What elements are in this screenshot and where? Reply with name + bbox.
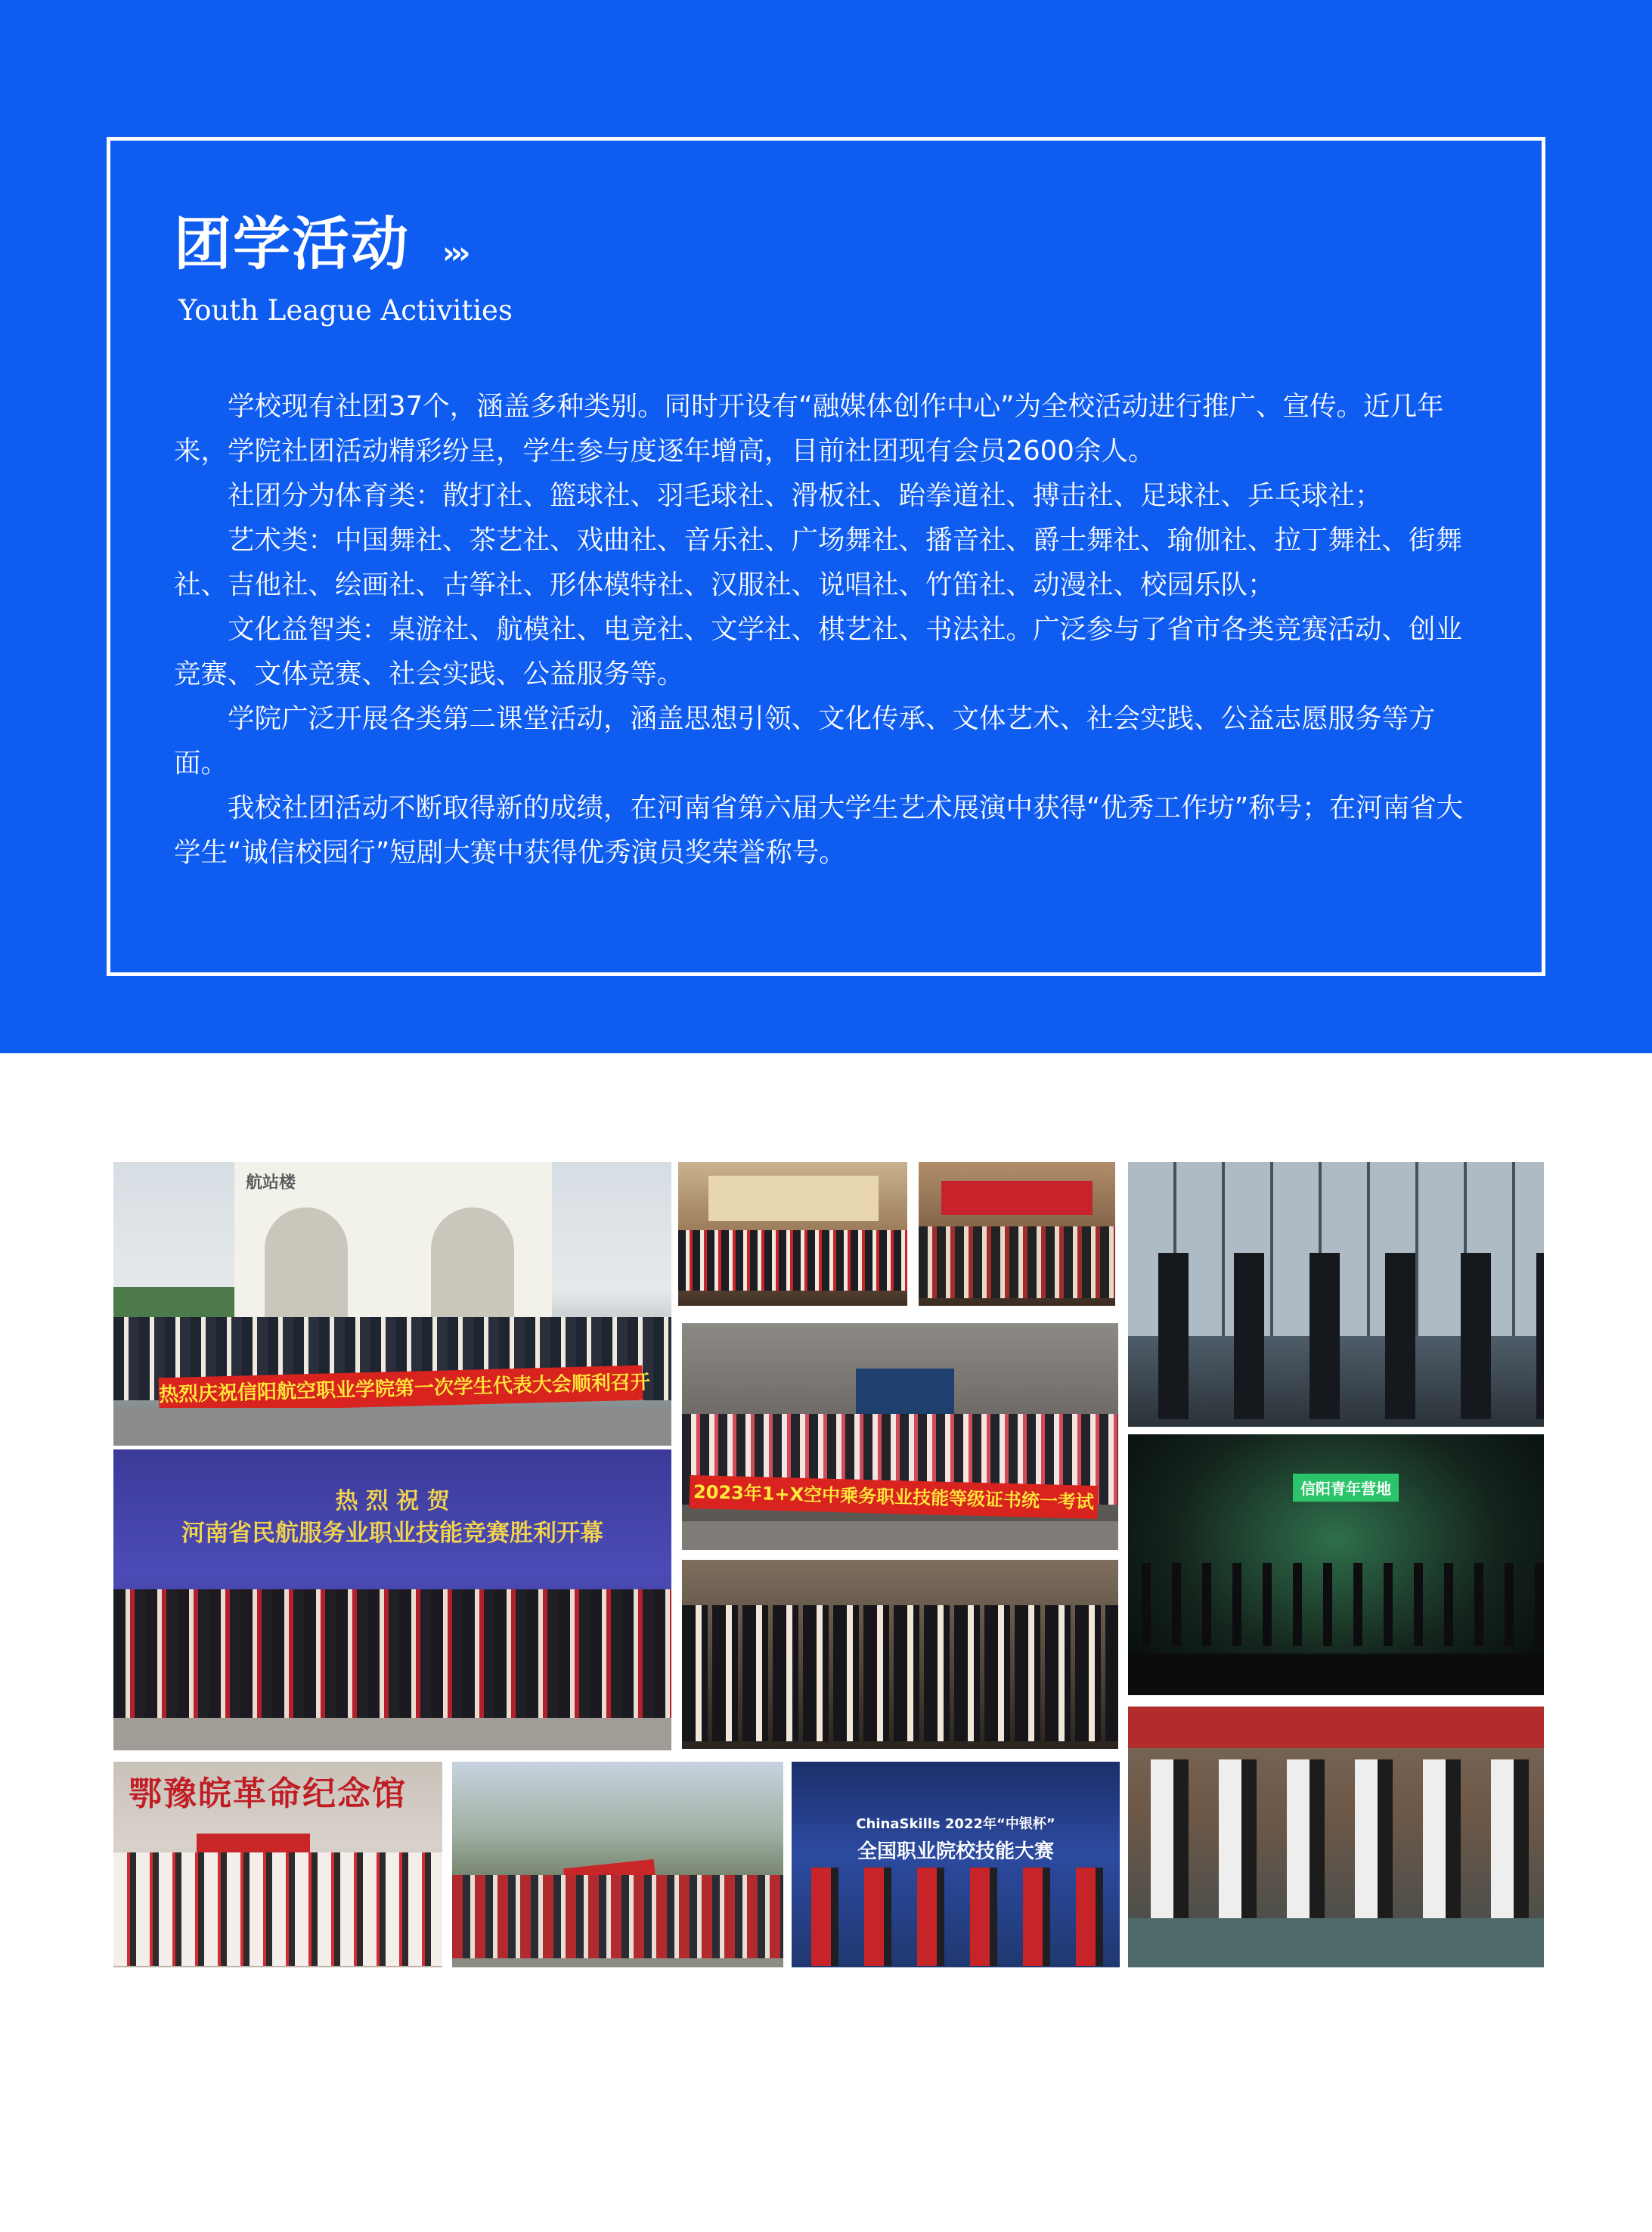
section-subtitle: Youth League Activities [178, 294, 513, 327]
chevron-right-icon: ››› [442, 236, 466, 271]
banner-line-1: 热 烈 祝 贺 [335, 1488, 450, 1514]
photo-memorial-hall [113, 1762, 442, 1967]
paragraph: 我校社团活动不断取得新的成绩，在河南省第六届大学生艺术展演中获得“优秀工作坊”称号；在河南省大学生“诚信校园行”短剧大赛中获得优秀演员奖荣誉称号。 [174, 792, 1464, 868]
photo-uniform-group [1128, 1162, 1544, 1427]
photo-crew-uniform [682, 1560, 1118, 1749]
banner-student-congress: 热烈庆祝信阳航空职业学院第一次学生代表大会顺利召开 [159, 1366, 643, 1413]
paragraph: 艺术类：中国舞社、茶艺社、戏曲社、音乐社、广场舞社、播音社、爵士舞社、瑜伽社、拉丁舞社、街舞社、吉他社、绘画社、古筝社、形体模特社、汉服社、说唱社、竹笛社、动漫社、校园乐队； [174, 525, 1463, 600]
photo-aviation-competition [113, 1449, 671, 1750]
photo-basketball-team [1128, 1707, 1544, 1967]
intro-text [174, 384, 1482, 875]
banner-line-2: 河南省民航服务业职业技能竞赛胜利开幕 [181, 1520, 603, 1547]
photo-award-ceremony-2 [919, 1162, 1115, 1306]
photo-1x-exam [682, 1323, 1118, 1550]
paragraph: 社团分为体育类：散打社、篮球社、羽毛球社、滑板社、跆拳道社、搏击社、足球社、乒乓球社； [228, 480, 1382, 511]
banner-1x-exam: 2023年1+X空中乘务职业技能等级证书统一考试 [690, 1475, 1099, 1519]
photo-mountain-outing [452, 1762, 783, 1967]
paragraph: 学校现有社团37个，涵盖多种类别。同时开设有“融媒体创作中心”为全校活动进行推广、宣传。近几年来，学院社团活动精彩纷呈，学生参与度逐年增高，目前社团现有会员2600余人。 [174, 391, 1444, 467]
photo-chinaskills-award [792, 1762, 1120, 1967]
skills-line-2: 全国职业院校技能大赛 [857, 1840, 1054, 1863]
photo-student-congress [113, 1162, 671, 1446]
paragraph: 学院广泛开展各类第二课堂活动，涵盖思想引领、文化传承、文体艺术、社会实践、公益志愿服务等方面。 [174, 703, 1436, 779]
memorial-sign: 鄂豫皖革命纪念馆 [129, 1775, 407, 1813]
photo-award-ceremony-1 [678, 1162, 907, 1306]
photo-stage-performance [1128, 1434, 1544, 1695]
section-title: 团学活动 [174, 210, 410, 277]
stage-sign: 信阳青年营地 [1293, 1474, 1399, 1502]
building-sign: 航站楼 [246, 1173, 296, 1192]
paragraph: 文化益智类：桌游社、航模社、电竞社、文学社、棋艺社、书法社。广泛参与了省市各类竞赛活动、创业竞赛、文体竞赛、社会实践、公益服务等。 [174, 614, 1463, 690]
skills-line-1: ChinaSkills 2022年“中银杯” [856, 1816, 1055, 1832]
